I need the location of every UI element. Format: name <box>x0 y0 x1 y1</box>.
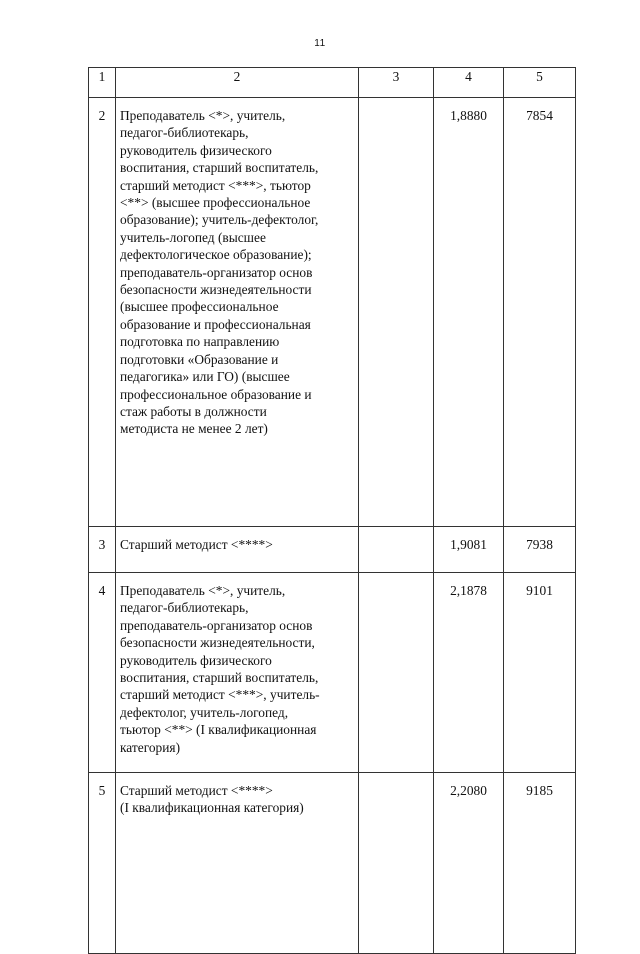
description-line: безопасности жизнедеятельности, <box>120 635 315 651</box>
description-line: преподаватель-организатор основ <box>120 617 313 633</box>
column-3-cell <box>359 773 434 954</box>
position-description-cell <box>116 527 359 573</box>
description-line: безопасности жизнедеятельности <box>120 282 312 298</box>
header-cell-4: 4 <box>434 68 504 98</box>
table-header-row <box>89 68 576 98</box>
description-line: руководитель физического <box>120 652 272 668</box>
description-line: образование и профессиональная <box>120 316 311 332</box>
coefficient-cell: 2,1878 <box>434 573 504 773</box>
description-line: педагог-библиотекарь, <box>120 125 249 141</box>
column-3-cell <box>359 527 434 573</box>
row-number-cell: 2 <box>89 98 116 527</box>
table-row <box>89 98 576 527</box>
description-line: тьютор <**> (I квалификационная <box>120 722 317 738</box>
description-line: педагог-библиотекарь, <box>120 600 249 616</box>
position-description-cell <box>116 573 359 773</box>
description-line: Старший методист <****> <box>120 537 273 552</box>
salary-table <box>88 67 576 954</box>
salary-cell: 9101 <box>504 573 576 773</box>
description-line: дефектолог, учитель-логопед, <box>120 704 289 720</box>
description-line: старший методист <***>, тьютор <box>120 177 311 193</box>
coefficient-cell: 1,8880 <box>434 98 504 527</box>
table-row <box>89 527 576 573</box>
description-line: подготовки «Образование и <box>120 351 279 367</box>
salary-cell: 7938 <box>504 527 576 573</box>
row-number-cell: 4 <box>89 573 116 773</box>
description-line: руководитель физического <box>120 142 272 158</box>
salary-cell: 9185 <box>504 773 576 954</box>
description-line: образование); учитель-дефектолог, <box>120 212 319 228</box>
header-cell-2: 2 <box>116 68 359 98</box>
header-cell-3: 3 <box>359 68 434 98</box>
description-line: Преподаватель <*>, учитель, <box>120 108 286 123</box>
salary-cell: 7854 <box>504 98 576 527</box>
coefficient-cell: 2,2080 <box>434 773 504 954</box>
description-line: профессиональное образование и <box>120 386 312 402</box>
description-line: Преподаватель <*>, учитель, <box>120 583 286 598</box>
position-description-cell <box>116 98 359 527</box>
description-line: учитель-логопед (высшее <box>120 229 266 245</box>
position-description-cell <box>116 773 359 954</box>
header-cell-5: 5 <box>504 68 576 98</box>
description-line: методиста не менее 2 лет) <box>120 421 268 437</box>
description-line: (I квалификационная категория) <box>120 800 304 816</box>
description-line: педагогика» или ГО) (высшее <box>120 369 290 385</box>
table-row <box>89 773 576 954</box>
description-line: подготовка по направлению <box>120 334 280 350</box>
description-line: категория) <box>120 739 181 755</box>
coefficient-cell: 1,9081 <box>434 527 504 573</box>
description-line: старший методист <***>, учитель- <box>120 687 320 703</box>
row-number-cell: 3 <box>89 527 116 573</box>
description-line: воспитания, старший воспитатель, <box>120 670 319 686</box>
column-3-cell <box>359 98 434 527</box>
table-row <box>89 573 576 773</box>
description-line: дефектологическое образование); <box>120 247 312 263</box>
description-line: (высшее профессиональное <box>120 299 279 315</box>
column-3-cell <box>359 573 434 773</box>
description-line: <**> (высшее профессиональное <box>120 195 311 211</box>
description-line: преподаватель-организатор основ <box>120 264 313 280</box>
description-line: воспитания, старший воспитатель, <box>120 160 319 176</box>
description-line: стаж работы в должности <box>120 403 267 419</box>
row-number-cell: 5 <box>89 773 116 954</box>
description-line: Старший методист <****> <box>120 783 273 798</box>
page-number: 11 <box>314 38 326 49</box>
header-cell-1: 1 <box>89 68 116 98</box>
